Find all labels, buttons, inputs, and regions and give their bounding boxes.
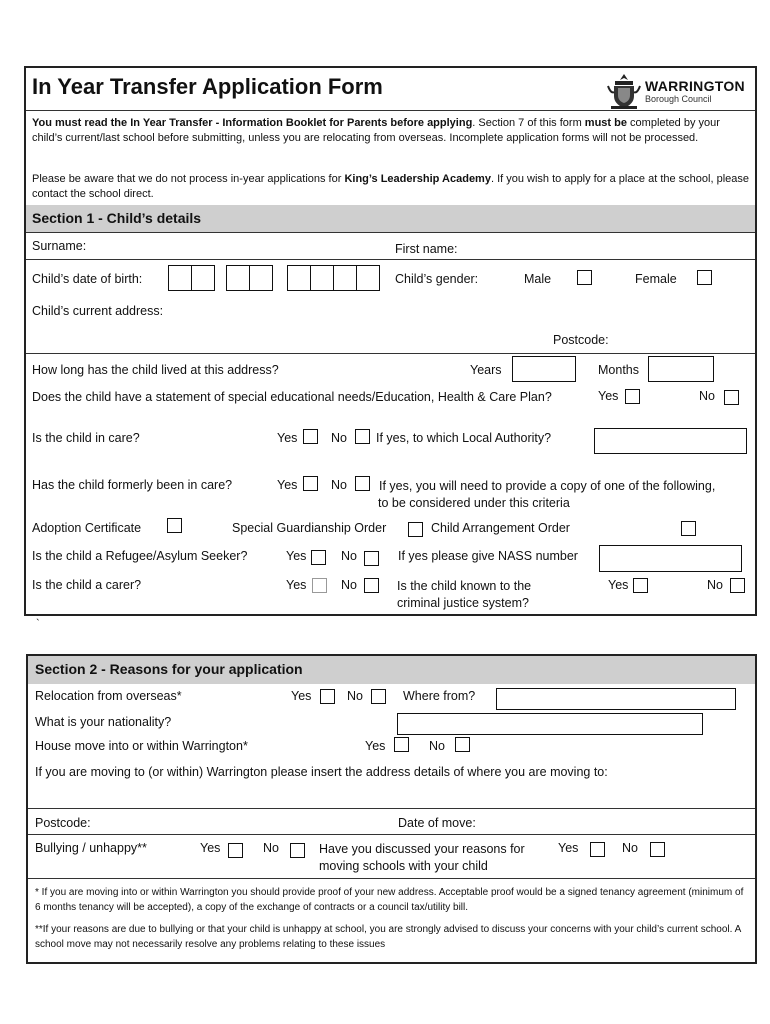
gender-label: Child’s gender:	[395, 272, 479, 286]
where-from-label: Where from?	[403, 689, 476, 703]
sen-no-label: No	[699, 389, 715, 403]
nass-label: If yes please give NASS number	[398, 549, 578, 563]
dob-year-2[interactable]	[310, 265, 334, 291]
intro-must-be: must be	[584, 117, 627, 129]
intro-incomplete-text: completed by your child’s current/last school before submitting, unless you are relocating from overseas. Incomplete application forms will not be processed.	[32, 117, 720, 144]
dob-year-3[interactable]	[333, 265, 357, 291]
relocation-label: Relocation from overseas*	[35, 689, 182, 703]
formerly-yes-checkbox[interactable]	[303, 476, 318, 491]
sen-yes-label: Yes	[598, 389, 619, 403]
intro-paragraph-1	[32, 116, 750, 146]
carer-no-label: No	[341, 578, 357, 592]
carer-yes-label: Yes	[286, 578, 307, 592]
dob-year-1[interactable]	[287, 265, 311, 291]
dob-year-4[interactable]	[356, 265, 380, 291]
in-care-no-checkbox[interactable]	[355, 429, 370, 444]
date-of-move-label: Date of move:	[398, 816, 476, 830]
intro-academy-text: Please be aware that we do not process in-year applications for	[32, 173, 345, 185]
refugee-yes-label: Yes	[286, 549, 307, 563]
discussed-yes-checkbox[interactable]	[590, 842, 605, 857]
formerly-yes-label: Yes	[277, 478, 298, 492]
female-checkbox[interactable]	[697, 270, 712, 285]
formerly-care-label: Has the child formerly been in care?	[32, 478, 233, 492]
rule	[26, 259, 755, 260]
criminal-no-label: No	[707, 578, 723, 592]
discussed-yes-label: Yes	[558, 841, 579, 855]
house-move-yes-label: Yes	[365, 739, 386, 753]
discussed-no-label: No	[622, 841, 638, 855]
rule	[28, 878, 755, 879]
refugee-no-label: No	[341, 549, 357, 563]
sen-no-checkbox[interactable]	[724, 390, 739, 405]
rule	[26, 232, 755, 233]
in-care-no-label: No	[331, 431, 347, 445]
rule	[28, 834, 755, 835]
carer-no-checkbox[interactable]	[364, 578, 379, 593]
house-move-yes-checkbox[interactable]	[394, 737, 409, 752]
relocation-yes-checkbox[interactable]	[320, 689, 335, 704]
nationality-label: What is your nationality?	[35, 715, 172, 729]
relocation-no-checkbox[interactable]	[371, 689, 386, 704]
guardianship-checkbox[interactable]	[408, 522, 423, 537]
rule	[28, 808, 755, 809]
intro-contact-text: . If you wish to apply for a place at the school, please contact the school direct.	[32, 173, 750, 200]
stray-mark: `	[36, 618, 40, 630]
footnote-bullying: **If your reasons are due to bullying or that your child is unhappy at school, you are strongly advised to discuss your concerns with your child’s current school. A school move may not necessarily resolve any problems relating to these issues	[35, 924, 741, 950]
house-move-no-checkbox[interactable]	[455, 737, 470, 752]
refugee-label: Is the child a Refugee/Asylum Seeker?	[32, 549, 248, 563]
female-label: Female	[635, 272, 677, 286]
address-label: Child’s current address:	[32, 304, 164, 318]
first-name-label: First name:	[395, 242, 458, 256]
house-move-no-label: No	[429, 739, 445, 753]
discussed-no-checkbox[interactable]	[650, 842, 665, 857]
dob-month-1[interactable]	[226, 265, 250, 291]
male-checkbox[interactable]	[577, 270, 592, 285]
refugee-no-checkbox[interactable]	[364, 551, 379, 566]
discussed-question: Have you discussed your reasons for moving schools with your child	[319, 842, 525, 873]
arrangement-label: Child Arrangement Order	[431, 521, 570, 535]
bullying-yes-label: Yes	[200, 841, 221, 855]
years-label: Years	[470, 363, 502, 377]
criminal-yes-checkbox[interactable]	[633, 578, 648, 593]
in-care-yes-checkbox[interactable]	[303, 429, 318, 444]
in-care-yes-label: Yes	[277, 431, 298, 445]
moving-to-label: If you are moving to (or within) Warrington please insert the address details of where you are moving to:	[35, 765, 608, 779]
sen-question: Does the child have a statement of special educational needs/Education, Health & Care Plan?	[32, 390, 552, 404]
new-postcode-label: Postcode:	[35, 816, 91, 830]
guardianship-label: Special Guardianship Order	[232, 521, 387, 535]
adoption-checkbox[interactable]	[167, 518, 182, 533]
relocation-yes-label: Yes	[291, 689, 312, 703]
intro-academy-name: King’s Leadership Academy	[344, 173, 491, 185]
criminal-yes-label: Yes	[608, 578, 629, 592]
male-label: Male	[524, 272, 552, 286]
section2-title: Section 2 - Reasons for your application	[35, 661, 303, 677]
dob-day-1[interactable]	[168, 265, 192, 291]
carer-label: Is the child a carer?	[32, 578, 142, 592]
nass-input[interactable]	[599, 545, 742, 572]
dob-month-2[interactable]	[249, 265, 273, 291]
intro-booklet-notice: You must read the In Year Transfer - Information Booklet for Parents before applying	[32, 117, 473, 129]
formerly-note: If yes, you will need to provide a copy of one of the following, to be considered under this criteria	[378, 479, 716, 510]
criminal-question: Is the child known to the criminal justice system?	[397, 579, 532, 610]
council-name: WARRINGTON	[645, 78, 745, 94]
months-label: Months	[598, 363, 639, 377]
section1-title: Section 1 - Child’s details	[32, 210, 202, 226]
rule	[26, 353, 755, 354]
bullying-yes-checkbox[interactable]	[228, 843, 243, 858]
sen-yes-checkbox[interactable]	[625, 389, 640, 404]
formerly-no-label: No	[331, 478, 347, 492]
adoption-label: Adoption Certificate	[32, 521, 142, 535]
criminal-no-checkbox[interactable]	[730, 578, 745, 593]
surname-label: Surname:	[32, 239, 87, 253]
relocation-no-label: No	[347, 689, 363, 703]
arrangement-checkbox[interactable]	[681, 521, 696, 536]
where-from-input[interactable]	[496, 688, 736, 710]
bullying-label: Bullying / unhappy**	[35, 841, 147, 855]
formerly-no-checkbox[interactable]	[355, 476, 370, 491]
dob-label: Child’s date of birth:	[32, 272, 143, 286]
years-input[interactable]	[512, 356, 576, 382]
council-subtitle: Borough Council	[645, 94, 712, 104]
nationality-input[interactable]	[397, 713, 703, 735]
carer-yes-checkbox[interactable]	[312, 578, 327, 593]
header-rule	[26, 110, 755, 111]
bullying-no-checkbox[interactable]	[290, 843, 305, 858]
local-authority-label: If yes, to which Local Authority?	[376, 431, 552, 445]
bullying-no-label: No	[263, 841, 279, 855]
footnote-address-proof: * If you are moving into or within Warrington you should provide proof of your new address. Acceptable proof would be a signed tenancy agreement (minimum of 6 months tenancy will be accepted), a copy of the exchange of contracts or a council tax/utility bill.	[35, 887, 744, 913]
house-move-label: House move into or within Warrington*	[35, 739, 248, 753]
in-care-label: Is the child in care?	[32, 431, 140, 445]
months-input[interactable]	[648, 356, 714, 382]
refugee-yes-checkbox[interactable]	[311, 550, 326, 565]
how-long-label: How long has the child lived at this address?	[32, 363, 279, 377]
local-authority-input[interactable]	[594, 428, 747, 454]
intro-paragraph-2	[32, 172, 750, 202]
intro-section7-text: . Section 7 of this form	[472, 117, 585, 129]
page-title: In Year Transfer Application Form	[32, 74, 383, 99]
postcode-label: Postcode:	[553, 333, 609, 347]
council-crest-icon	[606, 72, 642, 110]
dob-day-2[interactable]	[191, 265, 215, 291]
